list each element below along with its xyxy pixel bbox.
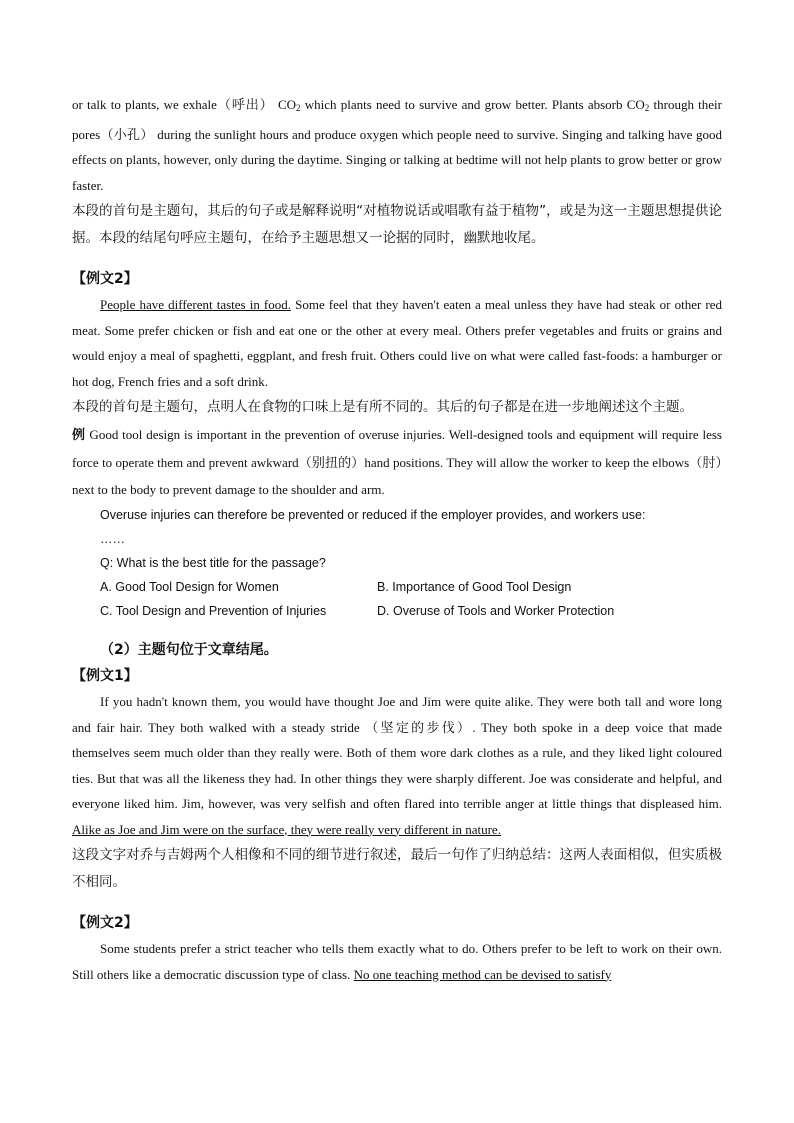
topic-sentence: People have different tastes in food. <box>100 297 291 312</box>
ellipsis: …… <box>100 532 125 546</box>
paragraph-tastes <box>72 292 722 394</box>
option-b: B. Importance of Good Tool Design <box>377 580 572 594</box>
text-run: Some students prefer a strict teacher who tells them exactly what to do. Others prefer to be left to work on their own. Still others like a democratic discussion type of class. <box>72 941 722 982</box>
analysis-note-2: 本段的首句是主题句，点明人在食物的口味上是有所不同的。其后的句子都是在进一步地阐述这个主题。 <box>72 399 693 415</box>
analysis-note-1: 本段的首句是主题句，其后的句子或是解释说明“对植物说话或唱歌有益于植物”，或是为这一主题思想提供论据。本段的结尾句呼应主题句，在给予主题思想又一论据的同时，幽默地收尾。 <box>72 203 722 246</box>
topic-sentence: Alike as Joe and Jim were on the surface, they were really very different in nature. <box>72 821 501 837</box>
example2-heading: 【例文2】 <box>72 271 138 287</box>
example2b-heading: 【例文2】 <box>72 915 138 931</box>
example-label: 例 <box>72 428 86 443</box>
section2-heading: （2）主题句位于文章结尾。 <box>100 642 278 658</box>
overuse-line: Overuse injuries can therefore be prevented or reduced if the employer provides, and workers use: <box>100 508 646 522</box>
paragraph-joe-jim <box>72 689 722 842</box>
example1-heading: 【例文1】 <box>72 668 138 684</box>
topic-sentence: No one teaching method can be devised to satisfy <box>353 966 612 982</box>
text-run: through their pores（小孔） during the sunlight hours and produce oxygen which people need to survive. Singing and talking have good effects on plants, however, only during the daytime. Singing or talking at bedtime will not help plants to grow better or grow faster. <box>72 97 722 193</box>
text-run: or talk to plants, we exhale（呼出） CO <box>72 97 297 112</box>
text-run: If you hadn't known them, you would have thought Joe and Jim were quite alike. They were both tall and wore long and fair hair. They both walked with a steady stride （坚定的步伐）. They both spoke in a deep voice that made themselves seem much older than they really were. Both of them wore dark clothes as a rule, and they liked light coloured ties. But that was all the likeness they had. In other things they were sharply different. Joe was considerate and helpful, and everyone liked him. Jim, however, was very selfish and often flared into terrible anger at little things that displeased him. <box>72 694 722 811</box>
paragraph-plants <box>72 92 722 198</box>
question: Q: What is the best title for the passage? <box>100 556 326 570</box>
option-a: A. Good Tool Design for Women <box>100 580 279 594</box>
text-run: Some feel that they haven't eaten a meal unless they have had steak or other red meat. Some prefer chicken or fish and eat one or the other at every meal. Others prefer vegetables and fruits or grains and would enjoy a meal of spaghetti, eggplant, and fresh fruit. Others could live on what were called fast-foods: a hamburger or hot dog, French fries and a soft drink. <box>72 297 722 389</box>
paragraph-teachers <box>72 936 722 987</box>
option-c: C. Tool Design and Prevention of Injuries <box>100 604 327 618</box>
paragraph-tool-design <box>72 421 722 503</box>
text-run: Good tool design is important in the prevention of overuse injuries. Well-designed tools and equipment will require less force to operate them and prevent awkward（别扭的）hand positions. They will allow the worker to keep the elbows（肘）next to the body to prevent damage to the shoulder and arm. <box>72 427 722 497</box>
options-row-2 <box>72 599 722 623</box>
options-row-1 <box>72 575 722 599</box>
subscript: 2 <box>296 103 301 113</box>
option-d: D. Overuse of Tools and Worker Protection <box>377 604 615 618</box>
text-run: which plants need to survive and grow better. Plants absorb CO <box>300 97 645 112</box>
document-page <box>72 92 722 987</box>
analysis-note-3: 这段文字对乔与吉姆两个人相像和不同的细节进行叙述，最后一句作了归纳总结：这两人表面相似，但实质极不相同。 <box>72 847 722 890</box>
subscript: 2 <box>644 103 650 113</box>
